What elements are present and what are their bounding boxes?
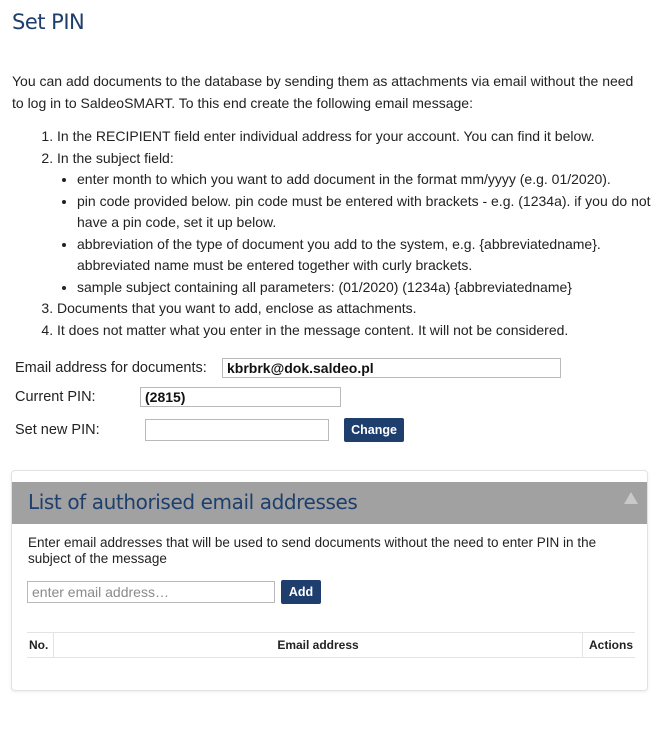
intro-text: You can add documents to the database by sending them as attachments via email without the need to log in to SaldeoSMART. To this end create the following email message: bbox=[12, 73, 634, 111]
subject-rule: • pin code provided below. pin code must be entered with brackets - e.g. (1234a). if you do not have a pin code, set it up below. bbox=[77, 191, 656, 234]
email-address-label: Email address for documents: bbox=[15, 360, 207, 376]
current-pin-label: Current PIN: bbox=[15, 389, 96, 405]
instruction-step-text: In the subject field: bbox=[57, 149, 174, 166]
panel-title: List of authorised email addresses bbox=[28, 490, 358, 514]
instruction-step bbox=[57, 148, 656, 299]
table-header-row bbox=[27, 633, 635, 658]
column-header-no[interactable]: No. bbox=[27, 633, 54, 658]
new-pin-label: Set new PIN: bbox=[15, 422, 100, 438]
change-pin-button[interactable]: Change bbox=[344, 418, 404, 442]
add-email-button[interactable]: Add bbox=[281, 580, 321, 604]
panel-header[interactable] bbox=[12, 482, 647, 524]
subject-rules-list bbox=[57, 169, 656, 298]
document-email-field[interactable]: kbrbrk@dok.saldeo.pl bbox=[222, 358, 561, 378]
collapse-triangle-icon[interactable] bbox=[623, 491, 639, 505]
authorised-emails-table bbox=[27, 632, 635, 658]
panel-description: Enter email addresses that will be used to send documents without the need to enter PIN in the subject of the message bbox=[28, 535, 597, 566]
instruction-step: 4. It does not matter what you enter in the message content. It will not be considered. bbox=[57, 320, 656, 342]
current-pin-field: (2815) bbox=[140, 387, 341, 407]
authorised-email-input[interactable] bbox=[27, 581, 275, 603]
column-header-email[interactable]: Email address bbox=[54, 633, 583, 658]
subject-rule: • abbreviation of the type of document you add to the system, e.g. {abbreviatedname}. abbreviated name must be entered together with curly brackets. bbox=[77, 234, 656, 277]
instruction-step: 3. Documents that you want to add, enclose as attachments. bbox=[57, 298, 656, 320]
instruction-step: 1. In the RECIPIENT field enter individual address for your account. You can find it below. bbox=[57, 126, 656, 148]
page-title: Set PIN bbox=[12, 10, 85, 34]
new-pin-input[interactable] bbox=[145, 419, 329, 441]
instructions-list bbox=[15, 126, 656, 341]
subject-rule: • sample subject containing all parameters: (01/2020) (1234a) {abbreviatedname} bbox=[77, 277, 656, 299]
subject-rule: • enter month to which you want to add document in the format mm/yyyy (e.g. 01/2020). bbox=[77, 169, 656, 191]
column-header-actions: Actions bbox=[583, 633, 636, 658]
authorised-emails-panel bbox=[11, 470, 648, 691]
